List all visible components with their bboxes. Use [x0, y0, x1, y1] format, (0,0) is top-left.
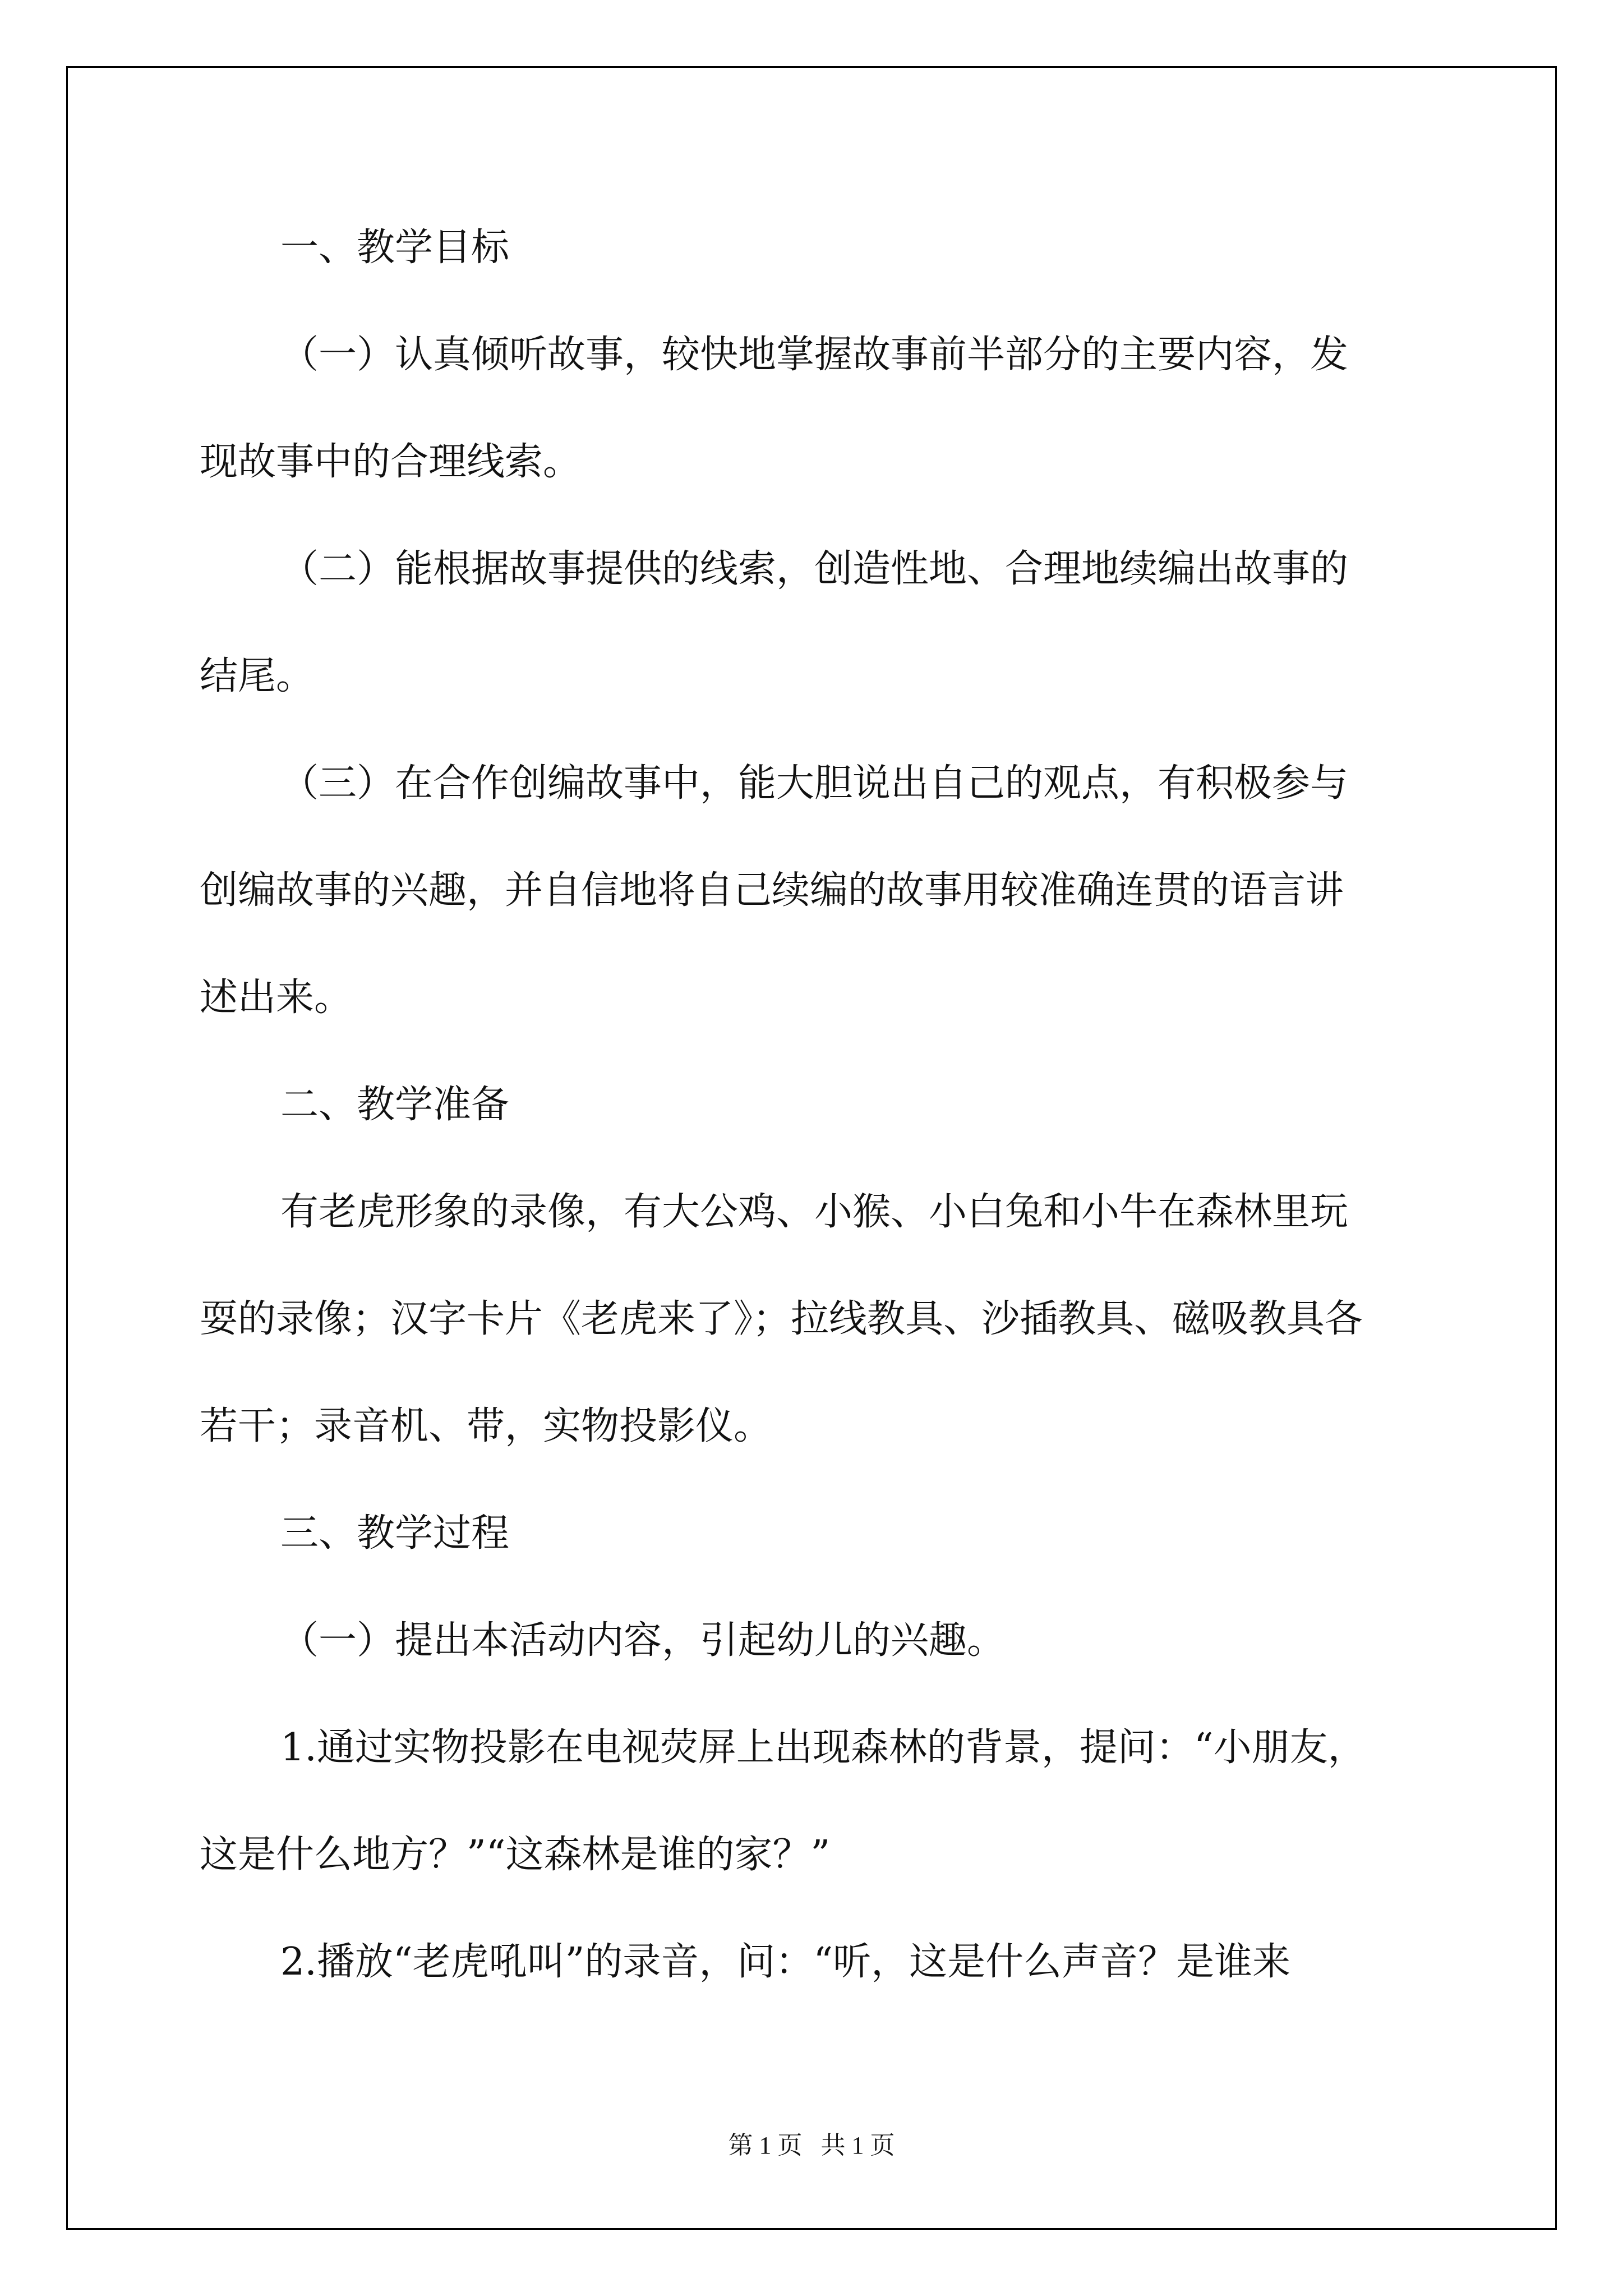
page-footer: 第 1 页 共 1 页 [728, 2132, 895, 2159]
goal-3-line-2: 创编故事的兴趣，并自信地将自己续编的故事用较准确连贯的语言讲 [200, 868, 1344, 913]
goal-2-line-2: 结尾。 [200, 654, 315, 698]
preparation-line-1: 有老虎形象的录像，有大公鸡、小猴、小白兔和小牛在森林里玩 [280, 1190, 1349, 1234]
goal-3-line-1: （三）在合作创编故事中，能大胆说出自己的观点，有积极参与 [280, 761, 1349, 806]
preparation-line-2: 耍的录像；汉字卡片《老虎来了》；拉线教具、沙插教具、磁吸教具各 [200, 1297, 1363, 1341]
heading-teaching-preparation: 二、教学准备 [280, 1083, 510, 1127]
process-step-1: （一）提出本活动内容，引起幼儿的兴趣。 [280, 1618, 1006, 1663]
process-item-1-line-1: 1.通过实物投影在电视荧屏上出现森林的背景，提问：“小朋友， [280, 1726, 1366, 1770]
goal-3-line-3: 述出来。 [200, 976, 353, 1020]
goal-1-line-1: （一）认真倾听故事，较快地掌握故事前半部分的主要内容，发 [280, 333, 1349, 377]
goal-2-line-1: （二）能根据故事提供的线索，创造性地、合理地续编出故事的 [280, 547, 1349, 591]
preparation-line-3: 若干；录音机、带，实物投影仪。 [200, 1404, 772, 1448]
goal-1-line-2: 现故事中的合理线索。 [200, 440, 582, 484]
page-border [66, 66, 1557, 2230]
process-item-1-line-2: 这是什么地方？”“这森林是谁的家？” [200, 1833, 831, 1877]
heading-teaching-goals: 一、教学目标 [280, 226, 510, 270]
process-item-2-line-1: 2.播放“老虎吼叫”的录音，问：“听，这是什么声音？是谁来 [280, 1940, 1291, 1984]
heading-teaching-process: 三、教学过程 [280, 1511, 510, 1556]
